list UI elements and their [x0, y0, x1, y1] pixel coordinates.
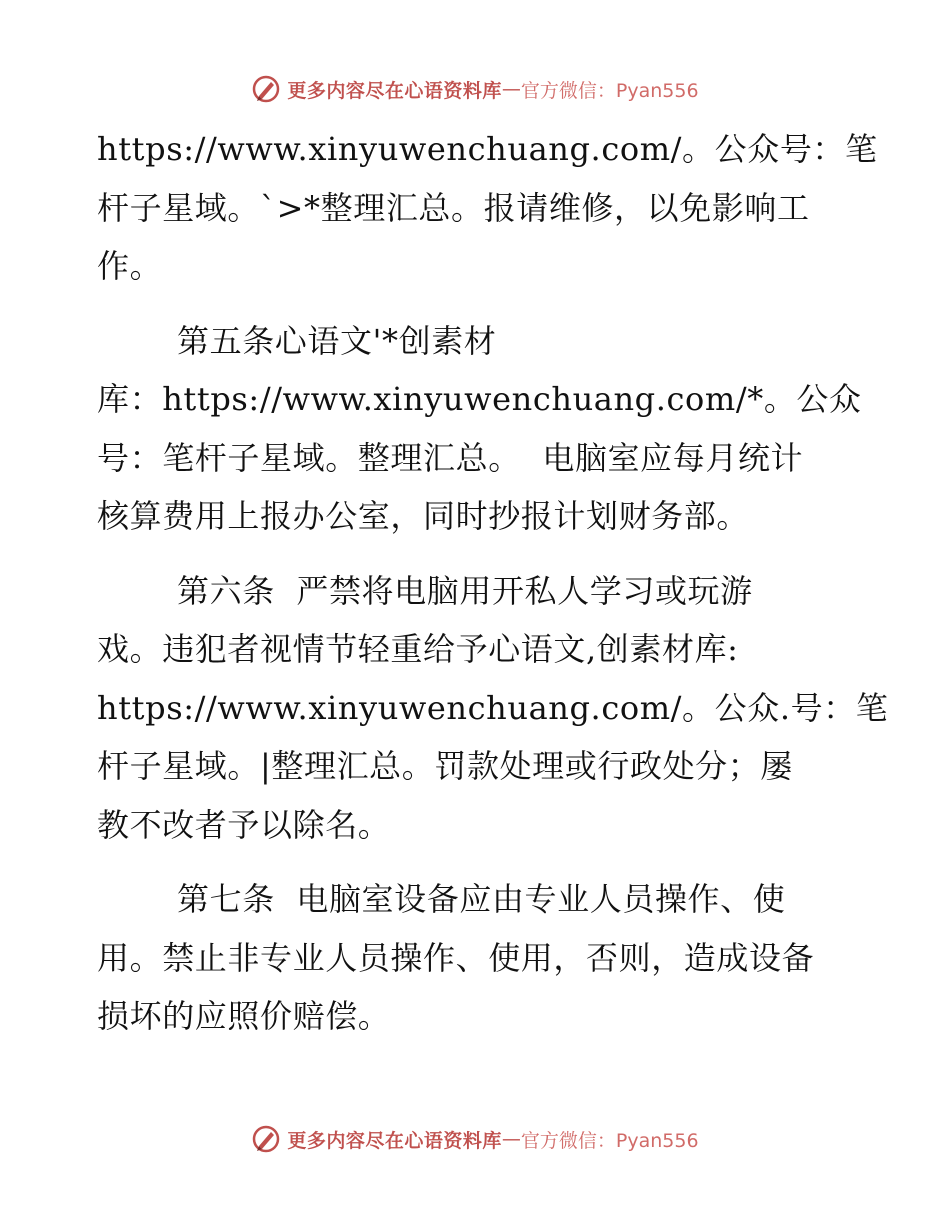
text-line: 作。 — [97, 247, 163, 285]
text-line: 杆子星域。|整理汇总。罚款处理或行政处分；屡 — [97, 747, 793, 785]
banner-wechat-text: 官方微信：Pyan556 — [520, 1129, 699, 1152]
text-line: 号：笔杆子星域。整理汇总。 电脑室应每月统计 — [97, 438, 804, 477]
paragraph — [97, 312, 862, 546]
banner-main-text: 更多内容尽在心语资料库 — [287, 79, 502, 102]
text-line: 第七条 电脑室设备应由专业人员操作、使 — [177, 880, 786, 918]
text-line: 第五条心语文'*创素材 — [177, 321, 497, 360]
text-line: 戏。违犯者视情节轻重给予心语文,创素材库: — [97, 630, 739, 668]
text-line: 库：https://www.xinyuwenchuang.com/*。公众 — [97, 380, 862, 418]
text-line: https://www.xinyuwenchuang.com/。公众号：笔 — [97, 130, 878, 168]
text-line: 损坏的应照价赔偿。 — [97, 997, 391, 1035]
banner-separator: — — [501, 1128, 521, 1150]
pen-logo-icon — [251, 1124, 281, 1154]
paragraph — [97, 870, 857, 1046]
document-body — [97, 120, 889, 1046]
paragraph — [97, 120, 878, 296]
footer-banner — [0, 1122, 950, 1156]
paragraph-gap — [97, 546, 857, 562]
header-banner — [0, 72, 950, 106]
banner-main-text: 更多内容尽在心语资料库 — [287, 1129, 502, 1152]
paragraph-gap — [97, 296, 857, 312]
paragraph — [97, 562, 889, 855]
text-line: 教不改者予以除名。 — [97, 805, 391, 844]
text-line: https://www.xinyuwenchuang.com/。公众.号：笔 — [97, 688, 889, 727]
banner-separator: — — [501, 78, 521, 100]
paragraph-gap — [97, 854, 857, 870]
banner-wechat-text: 官方微信：Pyan556 — [520, 79, 699, 102]
text-line: 核算费用上报办公室，同时抄报计划财务部。 — [97, 497, 750, 535]
pen-logo-icon — [251, 74, 281, 104]
text-line: 用。禁止非专业人员操作、使用，否则，造成设备 — [97, 938, 815, 977]
text-line: 第六条 严禁将电脑用开私人学习或玩游 — [177, 571, 753, 610]
text-line: 杆子星域。`>*整理汇总。报请维修，以免影响工 — [97, 188, 810, 227]
